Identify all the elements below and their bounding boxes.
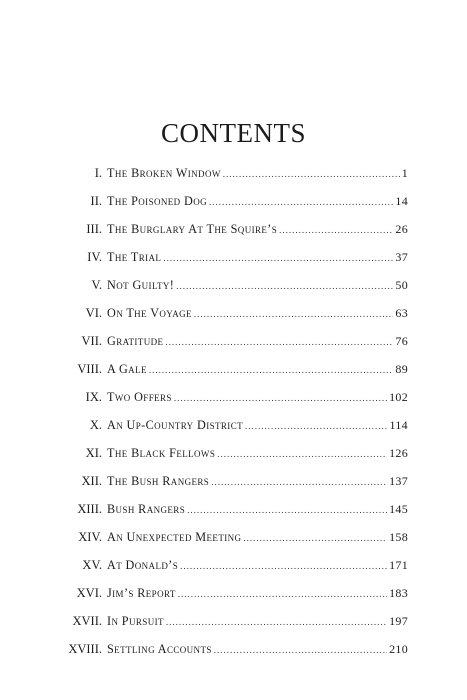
page-number: 37 xyxy=(395,250,408,264)
chapter-title: The Burglary At The Squire’s xyxy=(107,222,278,236)
chapter-number: X. xyxy=(89,418,102,432)
chapter-title: An Unexpected Meeting xyxy=(107,530,242,544)
chapter-number: IX. xyxy=(85,390,102,404)
toc-entry xyxy=(50,446,408,474)
chapter-title: Gratitude xyxy=(107,334,164,348)
chapter-title: The Trial xyxy=(107,250,162,264)
chapter-number: VI. xyxy=(85,306,102,320)
chapter-number: XII. xyxy=(81,474,102,488)
chapter-title: The Poisoned Dog xyxy=(107,194,208,208)
dot-leader xyxy=(209,195,393,209)
chapter-title: The Black Fellows xyxy=(107,446,216,460)
dot-leader xyxy=(165,335,393,349)
page-number: 26 xyxy=(395,222,408,236)
chapter-number: XIV. xyxy=(78,530,102,544)
chapter-number: XIII. xyxy=(77,502,102,516)
chapter-number: XV. xyxy=(82,558,102,572)
chapter-number: XVIII. xyxy=(68,642,102,656)
page-number: 114 xyxy=(389,418,408,432)
page-number: 102 xyxy=(389,390,408,404)
toc-entry xyxy=(50,586,408,614)
toc-entry xyxy=(50,558,408,586)
chapter-title: At Donald’s xyxy=(107,558,179,572)
page-number: 183 xyxy=(389,586,408,600)
chapter-title: A Gale xyxy=(107,362,147,376)
chapter-number: VII. xyxy=(81,334,102,348)
chapter-title: Not Guilty! xyxy=(107,278,175,292)
dot-leader xyxy=(149,363,394,377)
dot-leader xyxy=(243,531,387,545)
toc-entry xyxy=(50,390,408,418)
page-number: 197 xyxy=(389,614,408,628)
dot-leader xyxy=(176,279,393,293)
page-number: 76 xyxy=(395,334,408,348)
chapter-number: V. xyxy=(91,278,102,292)
page-number: 14 xyxy=(395,194,408,208)
chapter-number: XVI. xyxy=(76,586,102,600)
chapter-title: On The Voyage xyxy=(107,306,192,320)
dot-leader xyxy=(166,615,387,629)
toc-entry xyxy=(50,222,408,250)
chapter-title: Two Offers xyxy=(107,390,172,404)
dot-leader xyxy=(174,391,387,405)
chapter-number: IV. xyxy=(87,250,102,264)
chapter-number: III. xyxy=(86,222,102,236)
dot-leader xyxy=(217,447,387,461)
page-number: 137 xyxy=(389,474,408,488)
page-number: 50 xyxy=(395,278,408,292)
page-number: 1 xyxy=(401,166,408,180)
dot-leader xyxy=(245,419,388,433)
toc-entry xyxy=(50,166,408,194)
dot-leader xyxy=(223,167,400,181)
chapter-number: I. xyxy=(94,166,102,180)
chapter-title: The Bush Rangers xyxy=(107,474,210,488)
dot-leader xyxy=(178,587,387,601)
chapter-title: In Pursuit xyxy=(107,614,164,628)
page-number: 63 xyxy=(395,306,408,320)
dot-leader xyxy=(279,223,393,237)
page-number: 171 xyxy=(389,558,408,572)
toc-entry xyxy=(50,278,408,306)
chapter-number: XI. xyxy=(85,446,102,460)
chapter-title: The Broken Window xyxy=(107,166,221,180)
table-of-contents xyxy=(50,166,408,670)
toc-entry xyxy=(50,250,408,278)
toc-entry xyxy=(50,194,408,222)
dot-leader xyxy=(180,559,387,573)
toc-entry xyxy=(50,614,408,642)
page-number: 89 xyxy=(395,362,408,376)
toc-entry xyxy=(50,474,408,502)
toc-entry xyxy=(50,530,408,558)
chapter-number: VIII. xyxy=(77,362,102,376)
page-number: 126 xyxy=(389,446,408,460)
toc-entry xyxy=(50,362,408,390)
chapter-title: Jim’s Report xyxy=(107,586,176,600)
toc-entry xyxy=(50,306,408,334)
page-number: 210 xyxy=(389,642,408,656)
toc-entry xyxy=(50,642,408,670)
chapter-number: XVII. xyxy=(72,614,102,628)
toc-entry xyxy=(50,502,408,530)
dot-leader xyxy=(211,475,387,489)
dot-leader xyxy=(187,503,387,517)
dot-leader xyxy=(194,307,393,321)
chapter-title: Bush Rangers xyxy=(107,502,186,516)
page-number: 145 xyxy=(389,502,408,516)
chapter-number: II. xyxy=(90,194,102,208)
chapter-title: An Up-Country District xyxy=(107,418,243,432)
page-number: 158 xyxy=(389,530,408,544)
toc-entry xyxy=(50,334,408,362)
contents-title: CONTENTS xyxy=(161,118,306,148)
dot-leader xyxy=(163,251,393,265)
toc-entry xyxy=(50,418,408,446)
dot-leader xyxy=(214,643,387,657)
chapter-title: Settling Accounts xyxy=(107,642,212,656)
